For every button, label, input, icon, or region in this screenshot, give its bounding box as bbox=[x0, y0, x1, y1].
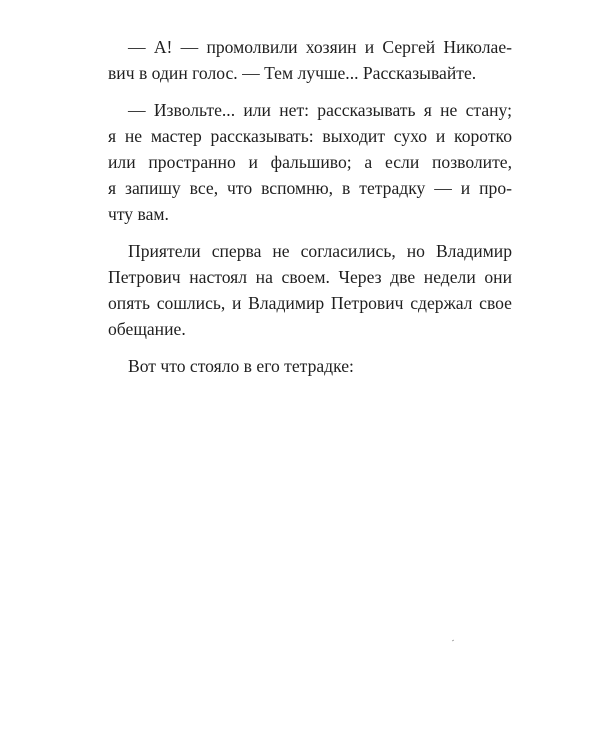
paragraph-speech bbox=[108, 97, 512, 227]
page-text bbox=[108, 34, 512, 390]
text-line: или пространно и фальшиво; а если позволите, bbox=[108, 152, 512, 172]
text-line: вич в один голос. — Тем лучше... Рассказывайте. bbox=[108, 63, 477, 83]
text-line: опять сошлись, и Владимир Петрович сдержал свое bbox=[108, 293, 512, 313]
text-line: — А! — промолвили хозяин и Сергей Николае- bbox=[128, 37, 512, 57]
text-line: обещание. bbox=[108, 319, 186, 339]
text-line: я запишу все, что вспомню, в тетрадку — и про- bbox=[108, 178, 512, 198]
paragraph-narration bbox=[108, 238, 512, 342]
text-line: я не мастер рассказывать: выходит сухо и коротко bbox=[108, 126, 512, 146]
text-line: Вот что стояло в его тетрадке: bbox=[128, 356, 354, 376]
paragraph-reply bbox=[108, 34, 512, 86]
paragraph-notebook bbox=[108, 353, 512, 379]
text-line: Приятели сперва не согласились, но Владимир bbox=[128, 241, 512, 261]
text-line: чту вам. bbox=[108, 204, 169, 224]
ink-speck bbox=[452, 640, 454, 642]
text-line: — Извольте... или нет: рассказывать я не стану; bbox=[128, 100, 512, 120]
text-line: Петрович настоял на своем. Через две недели они bbox=[108, 267, 512, 287]
